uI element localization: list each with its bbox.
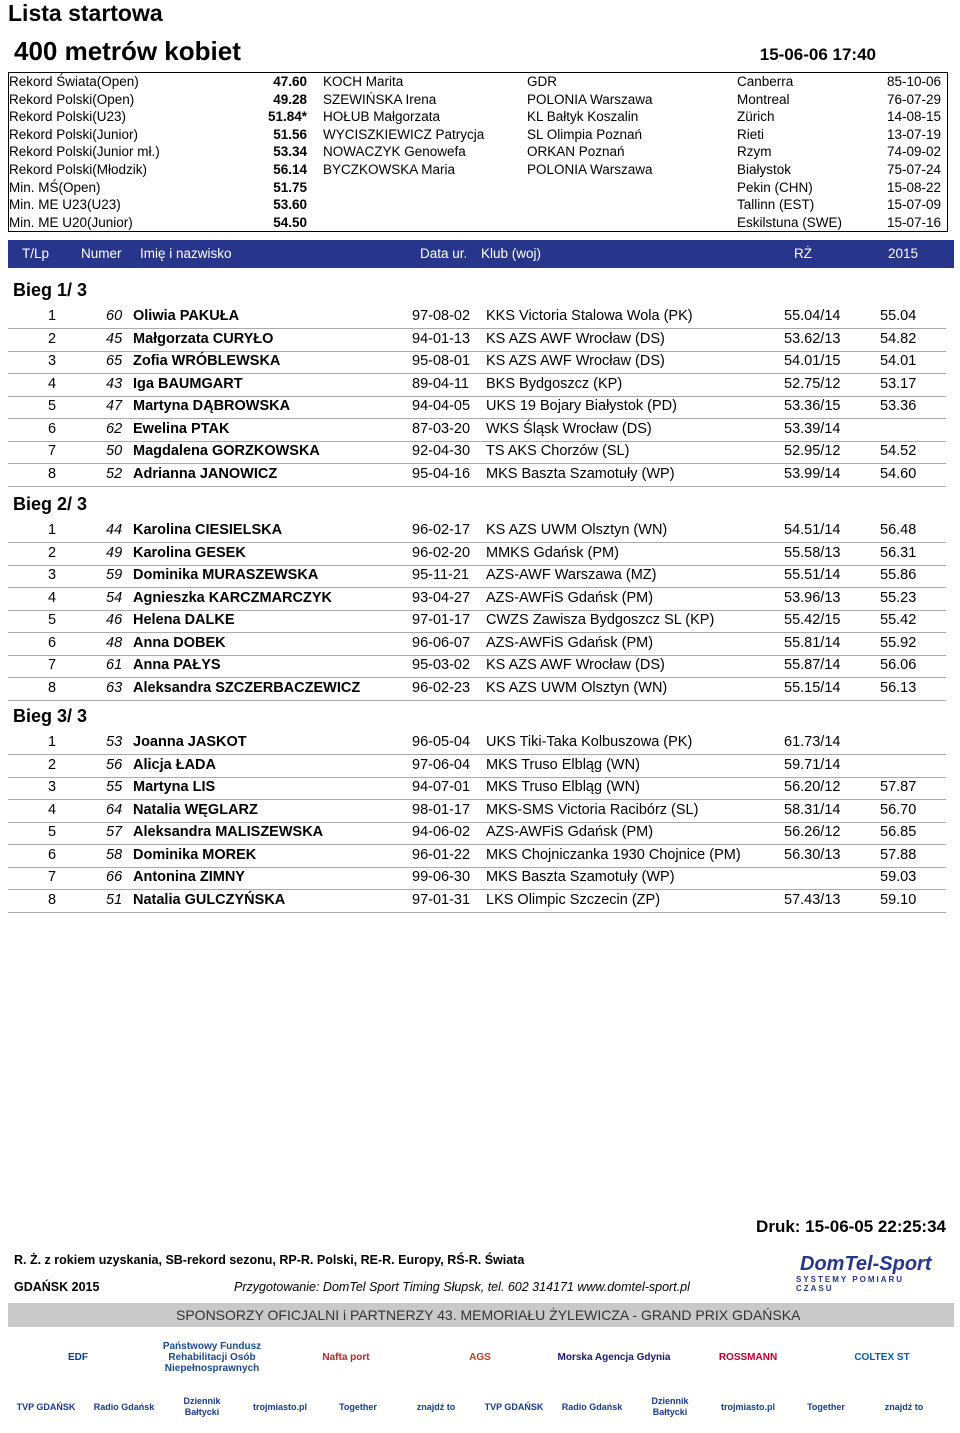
birth-date: 87-03-20 (412, 420, 471, 437)
birth-date: 89-04-11 (412, 375, 469, 392)
sponsor-logo: TVP GDAŃSK (16, 1401, 76, 1412)
col-number-header: Numer (81, 246, 122, 261)
record-club: POLONIA Warszawa (527, 161, 653, 177)
bib-number: 54 (106, 589, 123, 606)
athlete-row (8, 610, 946, 633)
lane-position: 7 (48, 443, 57, 459)
record-date: 76-07-29 (886, 91, 941, 107)
record-label: Rekord Polski(U23) (9, 109, 127, 125)
athlete-name: Adrianna JANOWICZ (133, 465, 278, 482)
lane-position: 4 (48, 375, 57, 392)
athlete-name: Magdalena GORZKOWSKA (133, 443, 320, 459)
birth-date: 94-07-01 (412, 779, 471, 795)
sponsor-logo: znajdź to (416, 1401, 456, 1412)
birth-date: 93-04-27 (412, 589, 471, 606)
bib-number: 49 (106, 544, 123, 561)
athlete-name: Martyna DĄBROWSKA (133, 398, 291, 414)
birth-date: 94-04-05 (412, 398, 471, 414)
bib-number: 59 (106, 567, 123, 583)
record-holder: WYCISZKIEWICZ Patrycja (323, 126, 485, 142)
record-result: 54.50 (273, 214, 307, 230)
personal-best: 57.43/13 (784, 891, 841, 908)
domtel-logo (790, 1253, 940, 1293)
birth-date: 97-08-02 (412, 308, 471, 324)
season-best: 53.36 (880, 398, 917, 414)
record-place: Montreal (737, 91, 790, 107)
club-name: MKS Truso Elbląg (WN) (486, 779, 640, 795)
club-name: KKS Victoria Stalowa Wola (PK) (486, 308, 693, 324)
club-name: KS AZS AWF Wrocław (DS) (486, 657, 665, 673)
season-best: 53.17 (880, 375, 917, 392)
athlete-row (8, 441, 946, 464)
season-best: 55.86 (880, 567, 917, 583)
athlete-name: Dominika MOREK (133, 846, 257, 863)
record-date: 15-07-16 (886, 214, 941, 230)
bib-number: 52 (106, 465, 123, 482)
bib-number: 66 (106, 869, 123, 885)
season-best: 55.92 (880, 634, 917, 651)
lane-position: 8 (48, 891, 57, 908)
athlete-row (8, 396, 946, 419)
record-row (9, 143, 947, 161)
personal-best: 55.58/13 (784, 544, 841, 561)
sponsor-logo: COLTEX ST (854, 1351, 910, 1363)
bib-number: 63 (106, 679, 123, 696)
athlete-row (8, 374, 946, 397)
record-date: 75-07-24 (886, 161, 941, 177)
record-label: Min. MŚ(Open) (9, 179, 101, 195)
athlete-row (8, 520, 946, 543)
athlete-name: Natalia WĘGLARZ (133, 801, 258, 818)
record-club: GDR (527, 74, 557, 89)
athlete-name: Karolina CIESIELSKA (133, 522, 283, 538)
bib-number: 60 (106, 308, 123, 324)
athlete-row (8, 800, 946, 823)
sponsor-logos-row-2 (8, 1383, 954, 1433)
lane-position: 7 (48, 657, 57, 673)
col-lp-header: T/Lp (22, 246, 50, 261)
record-row (9, 214, 947, 232)
season-best: 55.42 (880, 612, 917, 628)
club-name: AZS-AWFiS Gdańsk (PM) (486, 824, 654, 840)
sponsor-logo: AGS (469, 1351, 491, 1363)
col-club-header: Klub (woj) (481, 246, 542, 261)
athlete-row (8, 777, 946, 800)
bib-number: 64 (106, 801, 123, 818)
club-name: KS AZS UWM Olsztyn (WN) (486, 679, 668, 696)
record-club: ORKAN Poznań (527, 144, 625, 160)
col-rz-header: RŻ (794, 246, 812, 261)
season-best: 56.31 (880, 544, 917, 561)
heat-title: Bieg 3/ 3 (13, 706, 88, 726)
lane-position: 6 (48, 846, 57, 863)
athlete-row (8, 464, 946, 487)
lane-position: 5 (48, 398, 57, 414)
record-place: Rzym (737, 144, 772, 160)
season-best: 56.70 (880, 801, 917, 818)
record-date: 15-08-22 (886, 179, 941, 195)
club-name: BKS Bydgoszcz (KP) (486, 375, 623, 392)
club-name: CWZS Zawisza Bydgoszcz SL (KP) (486, 612, 715, 628)
record-result: 53.34 (273, 144, 307, 160)
club-name: MMKS Gdańsk (PM) (486, 544, 619, 561)
bib-number: 43 (106, 375, 123, 392)
sponsor-logo: Radio Gdańsk (561, 1401, 623, 1412)
personal-best: 54.51/14 (784, 522, 841, 538)
season-best: 56.85 (880, 824, 917, 840)
athlete-row (8, 678, 946, 701)
lane-position: 2 (48, 756, 57, 773)
bib-number: 44 (106, 522, 123, 538)
record-row (9, 179, 947, 197)
heat-title: Bieg 2/ 3 (13, 494, 88, 514)
athlete-name: Antonina ZIMNY (133, 869, 245, 885)
athlete-name: Helena DALKE (133, 612, 235, 628)
athlete-row (8, 655, 946, 678)
birth-date: 96-01-22 (412, 846, 471, 863)
birth-date: 98-01-17 (412, 801, 471, 818)
athlete-name: Dominika MURASZEWSKA (133, 567, 319, 583)
personal-best: 55.81/14 (784, 634, 841, 651)
sponsor-logo: ROSSMANN (718, 1351, 778, 1363)
athlete-name: Ewelina PTAK (133, 420, 230, 437)
sponsor-logo: Dziennik Bałtycki (651, 1396, 689, 1417)
record-holder: HOŁUB Małgorzata (323, 109, 441, 125)
bib-number: 55 (106, 779, 123, 795)
personal-best: 53.39/14 (784, 420, 841, 437)
record-place: Eskilstuna (SWE) (737, 214, 843, 230)
lane-position: 5 (48, 612, 57, 628)
season-best: 54.01 (880, 353, 917, 369)
bib-number: 48 (106, 634, 123, 651)
birth-date: 96-02-17 (412, 522, 471, 538)
club-name: AZS-AWF Warszawa (MZ) (486, 567, 657, 583)
lane-position: 1 (48, 734, 57, 750)
season-best: 54.60 (880, 465, 917, 482)
personal-best: 52.75/12 (784, 375, 841, 392)
personal-best: 55.42/15 (784, 612, 841, 628)
lane-position: 8 (48, 679, 57, 696)
season-best: 56.48 (880, 522, 917, 538)
athlete-name: Martyna LIS (133, 779, 216, 795)
athlete-name: Joanna JASKOT (133, 734, 247, 750)
record-place: Zürich (737, 109, 775, 125)
season-best: 59.03 (880, 869, 917, 885)
athlete-row (8, 845, 946, 868)
lane-position: 5 (48, 824, 57, 840)
record-date: 74-09-02 (886, 144, 941, 160)
record-place: Białystok (737, 161, 792, 177)
sponsors-bar (8, 1303, 954, 1327)
club-name: MKS-SMS Victoria Racibórz (SL) (486, 801, 699, 818)
sponsors-title: SPONSORZY OFICJALNI i PARTNERZY 43. MEMORIAŁU ŻYLEWICZA - GRAND PRIX GDAŃSKA (176, 1307, 801, 1323)
birth-date: 97-01-17 (412, 612, 471, 628)
club-name: KS AZS AWF Wrocław (DS) (486, 353, 665, 369)
athlete-row (8, 543, 946, 566)
record-date: 15-07-09 (886, 197, 941, 213)
bib-number: 58 (106, 846, 123, 863)
athlete-name: Alicja ŁADA (133, 756, 216, 773)
personal-best: 55.04/14 (784, 308, 841, 324)
athlete-row (8, 822, 946, 845)
lane-position: 3 (48, 353, 57, 369)
bib-number: 46 (106, 612, 123, 628)
lane-position: 4 (48, 589, 57, 606)
record-club: SL Olimpia Poznań (527, 126, 643, 142)
legend-text: R. Ż. z rokiem uzyskania, SB-rekord sezonu, RP-R. Polski, RE-R. Europy, RŚ-R. Świata (14, 1253, 525, 1267)
print-timestamp: Druk: 15-06-05 22:25:34 (756, 1217, 946, 1236)
birth-date: 95-03-02 (412, 657, 471, 673)
lane-position: 4 (48, 801, 57, 818)
birth-date: 96-05-04 (412, 734, 471, 750)
athlete-row (8, 732, 946, 755)
lane-position: 1 (48, 522, 57, 538)
city-year: GDAŃSK 2015 (14, 1280, 100, 1294)
club-name: KS AZS UWM Olsztyn (WN) (486, 522, 668, 538)
bib-number: 45 (106, 330, 123, 347)
athlete-row (8, 351, 946, 374)
lane-position: 7 (48, 869, 57, 885)
season-best: 57.87 (880, 779, 917, 795)
bib-number: 65 (106, 353, 123, 369)
club-name: WKS Śląsk Wrocław (DS) (486, 420, 652, 437)
prepared-by: Przygotowanie: DomTel Sport Timing Słupsk, tel. 602 314171 www.domtel-sport.pl (234, 1280, 690, 1294)
page-title: Lista startowa (8, 0, 163, 26)
birth-date: 96-06-07 (412, 634, 471, 651)
athlete-name: Zofia WRÓBLEWSKA (133, 353, 281, 369)
athlete-row (8, 588, 946, 611)
personal-best: 58.31/14 (784, 801, 841, 818)
club-name: MKS Baszta Szamotuły (WP) (486, 869, 675, 885)
personal-best: 53.36/15 (784, 398, 841, 414)
record-result: 56.14 (273, 161, 307, 177)
record-label: Min. ME U20(Junior) (9, 214, 133, 230)
personal-best: 56.30/13 (784, 846, 841, 863)
lane-position: 1 (48, 308, 57, 324)
lane-position: 3 (48, 779, 57, 795)
domtel-logo-text: DomTel-Sport (800, 1253, 932, 1275)
personal-best: 56.20/12 (784, 779, 841, 795)
record-holder: NOWACZYK Genowefa (323, 144, 466, 160)
record-place: Tallinn (EST) (737, 197, 815, 213)
season-best: 55.04 (880, 308, 917, 324)
club-name: TS AKS Chorzów (SL) (486, 443, 630, 459)
record-label: Rekord Polski(Junior) (9, 126, 139, 142)
athlete-row (8, 419, 946, 442)
event-datetime: 15-06-06 17:40 (759, 45, 876, 64)
record-row (9, 73, 947, 91)
club-name: LKS Olimpic Szczecin (ZP) (486, 891, 661, 908)
sponsor-logo: trojmiasto.pl (252, 1401, 307, 1412)
col-name-header: Imię i nazwisko (140, 246, 232, 261)
record-row (9, 126, 947, 144)
record-club: POLONIA Warszawa (527, 91, 653, 107)
athlete-name: Natalia GULCZYŃSKA (133, 891, 286, 908)
athlete-name: Karolina GESEK (133, 544, 246, 561)
record-row (9, 196, 947, 214)
birth-date: 99-06-30 (412, 869, 471, 885)
bib-number: 53 (106, 734, 123, 750)
club-name: MKS Truso Elbląg (WN) (486, 756, 640, 773)
record-row (9, 161, 947, 179)
sponsor-logo: TVP GDAŃSK (484, 1401, 544, 1412)
birth-date: 96-02-23 (412, 679, 471, 696)
sponsor-logo: Radio Gdańsk (93, 1401, 155, 1412)
sponsor-logo: EDF (68, 1351, 88, 1363)
sponsor-logo: Dziennik Bałtycki (183, 1396, 221, 1417)
athlete-name: Anna PAŁYS (133, 657, 221, 673)
athlete-name: Oliwia PAKUŁA (133, 308, 240, 324)
birth-date: 95-04-16 (412, 465, 471, 482)
bib-number: 50 (106, 443, 123, 459)
record-place: Pekin (CHN) (737, 179, 813, 195)
sponsor-logos-row-1 (8, 1333, 954, 1383)
athlete-name: Anna DOBEK (133, 634, 226, 651)
record-result: 51.56 (273, 126, 307, 142)
record-result: 51.75 (273, 179, 307, 195)
birth-date: 95-11-21 (412, 567, 469, 583)
record-result: 49.28 (273, 91, 307, 107)
personal-best: 53.99/14 (784, 465, 841, 482)
sponsor-logo: Nafta port (322, 1351, 370, 1363)
sponsor-logo: Together (339, 1401, 377, 1412)
record-club: KL Bałtyk Koszalin (527, 109, 639, 125)
athlete-row (8, 565, 946, 588)
record-label: Rekord Świata(Open) (9, 74, 139, 89)
lane-position: 6 (48, 634, 57, 651)
lane-position: 2 (48, 330, 57, 347)
club-name: UKS 19 Bojary Białystok (PD) (486, 398, 677, 414)
personal-best: 56.26/12 (784, 824, 841, 840)
personal-best: 54.01/15 (784, 353, 841, 369)
domtel-logo-sub: SYSTEMY POMIARU CZASU (796, 1275, 905, 1293)
personal-best: 53.96/13 (784, 589, 841, 606)
record-label: Rekord Polski(Open) (9, 91, 135, 107)
season-best: 55.23 (880, 589, 917, 606)
record-row (9, 108, 947, 126)
birth-date: 94-06-02 (412, 824, 471, 840)
club-name: AZS-AWFiS Gdańsk (PM) (486, 634, 654, 651)
athlete-row (8, 306, 946, 329)
season-best: 56.13 (880, 679, 917, 696)
event-title: 400 metrów kobiet (14, 36, 241, 66)
club-name: UKS Tiki-Taka Kolbuszowa (PK) (486, 734, 693, 750)
personal-best: 55.87/14 (784, 657, 841, 673)
season-best: 54.52 (880, 443, 917, 459)
club-name: KS AZS AWF Wrocław (DS) (486, 330, 665, 347)
personal-best: 52.95/12 (784, 443, 841, 459)
birth-date: 94-01-13 (412, 330, 471, 347)
personal-best: 55.15/14 (784, 679, 841, 696)
record-result: 53.60 (273, 197, 307, 213)
personal-best: 53.62/13 (784, 330, 841, 347)
record-label: Min. ME U23(U23) (9, 197, 121, 213)
personal-best: 55.51/14 (784, 567, 841, 583)
club-name: AZS-AWFiS Gdańsk (PM) (486, 589, 654, 606)
athlete-name: Aleksandra SZCZERBACZEWICZ (133, 679, 361, 696)
record-holder: KOCH Marita (323, 74, 404, 89)
record-label: Rekord Polski(Młodzik) (9, 161, 148, 177)
season-best: 59.10 (880, 891, 917, 908)
athlete-row (8, 329, 946, 352)
athlete-row (8, 867, 946, 890)
record-place: Rieti (737, 126, 765, 142)
birth-date: 92-04-30 (412, 443, 471, 459)
club-name: MKS Chojniczanka 1930 Chojnice (PM) (486, 846, 741, 863)
athlete-name: Iga BAUMGART (133, 375, 243, 392)
lane-position: 2 (48, 544, 57, 561)
record-date: 13-07-19 (886, 126, 941, 142)
club-name: MKS Baszta Szamotuły (WP) (486, 465, 675, 482)
birth-date: 96-02-20 (412, 544, 471, 561)
record-holder: BYCZKOWSKA Maria (323, 161, 456, 177)
lane-position: 3 (48, 567, 57, 583)
season-best: 57.88 (880, 846, 917, 863)
sponsor-logo: Morska Agencja Gdynia (557, 1351, 671, 1363)
sponsor-logo: Together (807, 1401, 845, 1412)
records-table (8, 72, 948, 232)
birth-date: 97-01-31 (412, 891, 471, 908)
season-best: 56.06 (880, 657, 917, 673)
personal-best: 59.71/14 (784, 756, 841, 773)
record-date: 14-08-15 (886, 109, 941, 125)
bib-number: 47 (106, 398, 123, 414)
sponsor-logo: znajdź to (884, 1401, 924, 1412)
birth-date: 97-06-04 (412, 756, 471, 773)
record-result: 47.60 (273, 74, 307, 89)
sponsor-logo: trojmiasto.pl (720, 1401, 775, 1412)
record-date: 85-10-06 (886, 74, 941, 89)
record-row (9, 91, 947, 109)
birth-date: 95-08-01 (412, 353, 471, 369)
bib-number: 51 (106, 891, 123, 908)
record-holder: SZEWIŃSKA Irena (323, 91, 437, 107)
personal-best: 61.73/14 (784, 734, 841, 750)
record-result: 51.84* (267, 109, 307, 125)
lane-position: 6 (48, 420, 57, 437)
start-list-header (8, 240, 954, 268)
sponsor-logo: Państwowy Fundusz Rehabilitacji Osób Niepełnosprawnych (162, 1340, 262, 1374)
athlete-name: Agnieszka KARCZMARCZYK (133, 589, 332, 606)
bib-number: 61 (106, 657, 123, 673)
athlete-row (8, 890, 946, 913)
athlete-row (8, 633, 946, 656)
bib-number: 62 (106, 420, 123, 437)
record-place: Canberra (737, 74, 794, 89)
col-sb-header: 2015 (888, 246, 919, 261)
athlete-name: Małgorzata CURYŁO (133, 330, 274, 347)
season-best: 54.82 (880, 330, 917, 347)
lane-position: 8 (48, 465, 57, 482)
record-label: Rekord Polski(Junior mł.) (9, 144, 160, 160)
athlete-name: Aleksandra MALISZEWSKA (133, 824, 324, 840)
bib-number: 57 (106, 824, 123, 840)
col-born-header: Data ur. (420, 246, 468, 261)
bib-number: 56 (106, 756, 123, 773)
athlete-row (8, 755, 946, 778)
heat-title: Bieg 1/ 3 (13, 280, 88, 300)
